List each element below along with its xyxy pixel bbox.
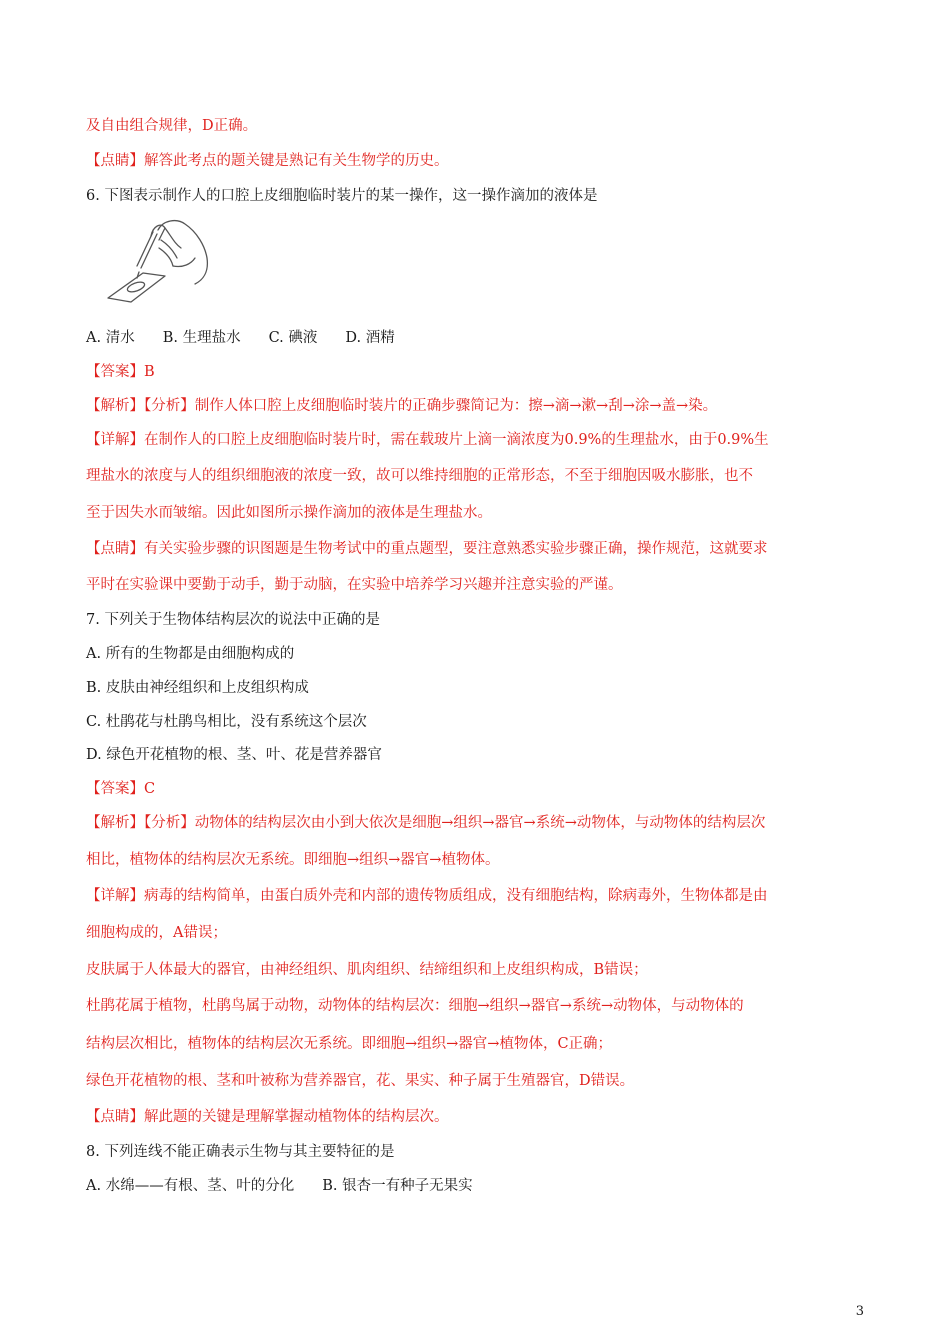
detail-6-line1: 【详解】在制作人的口腔上皮细胞临时装片时，需在载玻片上滴一滴浓度为0.9%的生理盐水，由于0.9%生 — [86, 432, 769, 448]
tip-6-line2: 平时在实验课中要勤于动手，勤于动脑，在实验中培养学习兴趣并注意实验的严谨。 — [86, 577, 623, 593]
detail-7-line4: 杜鹃花属于植物，杜鹃鸟属于动物，动物体的结构层次：细胞→组织→器官→系统→动物体，与动物体的 — [86, 998, 744, 1014]
option-c: C. 碘液 — [268, 330, 318, 346]
question-6: 6. 下图表示制作人的口腔上皮细胞临时装片的某一操作，这一操作滴加的液体是 — [86, 188, 598, 204]
detail-7-line3: 皮肤属于人体最大的器官，由神经组织、肌肉组织、结缔组织和上皮组织构成，B错误； — [86, 962, 648, 978]
tip-line: 【点睛】解答此考点的题关键是熟记有关生物学的历史。 — [86, 153, 449, 169]
analysis-7-line2: 相比，植物体的结构层次无系统。即细胞→组织→器官→植物体。 — [86, 852, 500, 868]
tip-7: 【点睛】解此题的关键是理解掌握动植物体的结构层次。 — [86, 1109, 449, 1125]
q8-options — [86, 1176, 866, 1196]
detail-7-line5: 结构层次相比，植物体的结构层次无系统。即细胞→组织→器官→植物体，C正确； — [86, 1036, 613, 1052]
q7-option-c: C. 杜鹃花与杜鹃鸟相比，没有系统这个层次 — [86, 714, 367, 730]
answer-6: 【答案】B — [86, 364, 155, 380]
question-7: 7. 下列关于生物体结构层次的说法中正确的是 — [86, 612, 380, 628]
detail-7-line6: 绿色开花植物的根、茎和叶被称为营养器官，花、果实、种子属于生殖器官，D错误。 — [86, 1073, 635, 1089]
dropper-illustration — [103, 218, 213, 308]
text-line: 及自由组合规律，D正确。 — [86, 118, 258, 134]
page-number: 3 — [855, 1304, 864, 1319]
q7-option-b: B. 皮肤由神经组织和上皮组织构成 — [86, 680, 309, 696]
option-a: A. 清水 — [86, 330, 135, 346]
q7-option-d: D. 绿色开花植物的根、茎、叶、花是营养器官 — [86, 747, 382, 763]
option-d: D. 酒精 — [345, 330, 395, 346]
option-b: B. 银杏一有种子无果实 — [322, 1178, 473, 1194]
option-a: A. 水绵——有根、茎、叶的分化 — [86, 1178, 295, 1194]
detail-7-line2: 细胞构成的，A错误； — [86, 925, 227, 941]
detail-6-line2: 理盐水的浓度与人的组织细胞液的浓度一致，故可以维持细胞的正常形态，不至于细胞因吸水膨胀，也不 — [86, 468, 753, 484]
question-8: 8. 下列连线不能正确表示生物与其主要特征的是 — [86, 1144, 395, 1160]
answer-7: 【答案】C — [86, 781, 156, 797]
detail-7-line1: 【详解】病毒的结构简单，由蛋白质外壳和内部的遗传物质组成，没有细胞结构，除病毒外，生物体都是由 — [86, 888, 768, 904]
analysis-7-line1: 【解析】【分析】动物体的结构层次由小到大依次是细胞→组织→器官→系统→动物体，与动物体的结构层次 — [86, 815, 766, 831]
tip-6-line1: 【点睛】有关实验步骤的识图题是生物考试中的重点题型，要注意熟悉实验步骤正确，操作规范，这就要求 — [86, 541, 768, 557]
q7-option-a: A. 所有的生物都是由细胞构成的 — [86, 646, 295, 662]
q6-options — [86, 328, 866, 348]
analysis-6: 【解析】【分析】制作人体口腔上皮细胞临时装片的正确步骤简记为：擦→滴→漱→刮→涂→盖→染。 — [86, 398, 718, 414]
option-b: B. 生理盐水 — [162, 330, 241, 346]
detail-6-line3: 至于因失水而皱缩。因此如图所示操作滴加的液体是生理盐水。 — [86, 505, 492, 521]
